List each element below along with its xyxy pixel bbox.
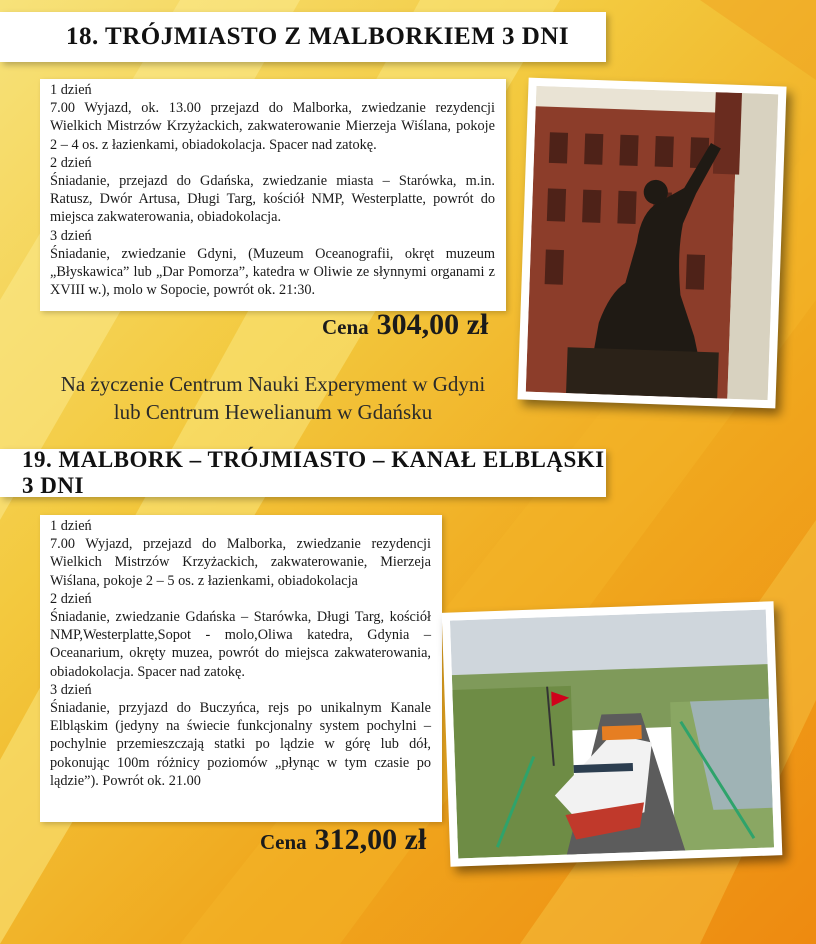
section-18-title: 18. TRÓJMIASTO Z MALBORKIEM 3 DNI [0, 12, 606, 62]
day-2-label: 2 dzień [50, 154, 92, 171]
section-18-note [34, 370, 512, 426]
day-2-text: Śniadanie, zwiedzanie Gdańska – Starówka, Długi Targ, kościół NMP,Westerplatte,Sopot - molo,Oliwa katedra, Gdynia – Oceanarium, okręty muzea, powrót do miejsca zakwaterowania, obiadokolacja. Spacer nad zatokę. [50, 609, 431, 680]
day-1-label: 1 dzień [50, 82, 92, 98]
section-19-title: 19. MALBORK – TRÓJMIASTO – KANAŁ ELBLĄSKI 3 DNI [0, 449, 606, 497]
note-line-1: Na życzenie Centrum Nauki Experyment w Gdyni [60, 372, 486, 396]
day-2-label: 2 dzień [50, 590, 92, 607]
section-18-price [322, 308, 488, 342]
day-1-text: 7.00 Wyjazd, przejazd do Malborka, zwiedzanie rezydencji Wielkich Mistrzów Krzyżackich, zakwaterowanie, Mierzeja Wiślana, pokoje 2 – 5 os. z łazienkami, obiadokolacja [50, 536, 431, 589]
price-label: Cena [322, 315, 369, 339]
section-19-price [260, 823, 426, 857]
day-3-label: 3 dzień [50, 681, 92, 698]
day-1-text: 7.00 Wyjazd, ok. 13.00 przejazd do Malborka, zwiedzanie rezydencji Wielkich Mistrzów Krzyżackich, zakwaterowanie Mierzeja Wiślana, pokoje 2 – 4 os. z łazienkami, obiadokolacja. Spacer nad zatokę. [50, 100, 495, 153]
price-value: 304,00 zł [376, 308, 489, 341]
day-3-text: Śniadanie, przyjazd do Buczyńca, rejs po unikalnym Kanale Elbląskim (jedyny na świecie funkcjonalny system pochylni – pochylnie przemieszczają statki po lądzie w górę lub dół, pokonując 100m różnicy poziomów „płynąc w tym czasie po lądzie”). Powrót ok. 21.00 [50, 700, 431, 789]
note-line-2: lub Centrum Hewelianum w Gdańsku [113, 400, 433, 424]
section-19-itinerary [40, 515, 442, 822]
neptune-statue-photo [517, 78, 786, 409]
day-2-text: Śniadanie, przejazd do Gdańska, zwiedzanie miasta – Starówka, m.in. Ratusz, Dwór Artusa, Długi Targ, kościół NMP, Westerplatte, powrót do miejsca zakwaterowania, obiadokolacja. [50, 173, 495, 226]
day-3-text: Śniadanie, zwiedzanie Gdyni, (Muzeum Oceanografii, okręt muzeum „Błyskawica” lub „Dar Pomorza”, katedra w Oliwie ze słynnymi organami z XVIII w.), molo w Sopocie, powrót ok. 21:30. [50, 245, 495, 299]
day-1-label: 1 dzień [50, 518, 92, 534]
price-value: 312,00 zł [314, 823, 427, 856]
price-label: Cena [260, 830, 307, 854]
day-3-label: 3 dzień [50, 227, 92, 244]
canal-boat-photo [442, 601, 783, 866]
section-18-itinerary [40, 79, 506, 311]
